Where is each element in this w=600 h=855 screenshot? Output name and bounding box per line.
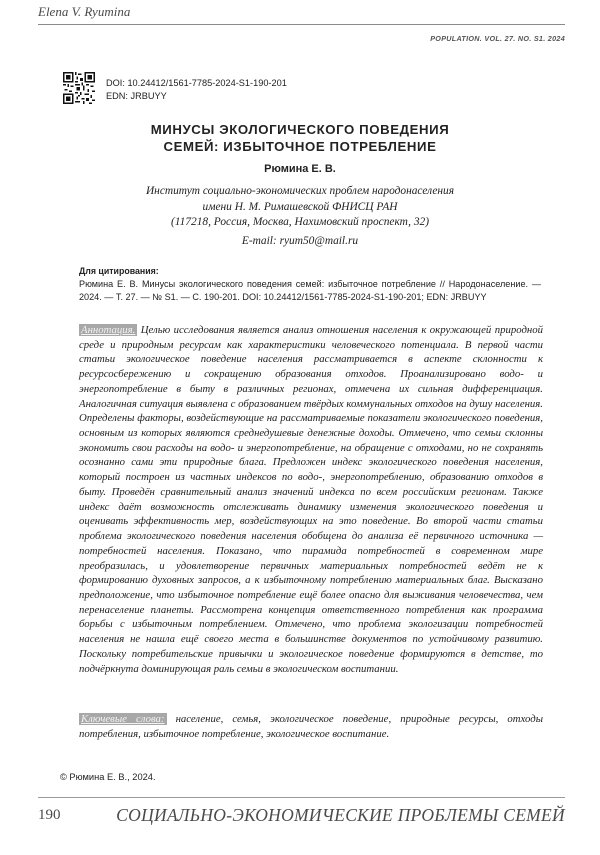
article-title-line-2: СЕМЕЙ: ИЗБЫТОЧНОЕ ПОТРЕБЛЕНИЕ	[163, 139, 437, 154]
keywords	[79, 712, 543, 741]
author-name: Рюмина Е. В.	[264, 163, 336, 175]
article-title-line-1: МИНУСЫ ЭКОЛОГИЧЕСКОГО ПОВЕДЕНИЯ	[150, 122, 450, 137]
page-number: 190	[38, 807, 61, 823]
affiliation-line-3: (117218, Россия, Москва, Нахимовский проспект, 32)	[170, 216, 430, 228]
author-email[interactable]: E-mail: ryum50@mail.ru	[241, 235, 359, 247]
article-title	[60, 121, 540, 155]
affiliation-line-1: Институт социально-экономических проблем народонаселения	[145, 185, 455, 197]
running-header	[38, 4, 565, 48]
copyright-notice: © Рюмина Е. В., 2024.	[60, 772, 156, 782]
running-author: Elena V. Ryumina	[38, 4, 131, 19]
journal-section-title: СОЦИАЛЬНО-ЭКОНОМИЧЕСКИЕ ПРОБЛЕМЫ СЕМЕЙ	[116, 805, 565, 825]
running-journal-title: POPULATION. VOL. 27. NO. S1. 2024	[430, 34, 565, 43]
affiliation-line-2: имени Н. М. Римашевской ФНИСЦ РАН	[202, 200, 398, 213]
edn-code: EDN: JRBUYY	[106, 91, 167, 101]
keywords-label: Ключевые слова:	[81, 713, 165, 725]
doi-link[interactable]: DOI: 10.24412/1561-7785-2024-S1-190-201	[106, 78, 287, 88]
keywords-text: население, семья, экологическое поведение, природные ресурсы, отходы потребления, избыточное потребление, экологическое воспитание.	[79, 713, 543, 740]
citation-label: Для цитирования:	[79, 266, 159, 276]
footer-divider	[38, 797, 565, 798]
article-identifiers	[106, 77, 287, 103]
abstract-text: Целью исследования является анализ отношения населения к окружающей природной среде и природным ресурсам как характеристики человеческого потенциала. В первой части статьи экологическое поведение населения рассматривается в аспекте склонности к ресурсосбережению и сокращению образования отходов. Проанализировано водо- и энергопотребление в быту в различных регионах, отмечена их сильная дифференциация. Аналогичная ситуация выявлена с образованием твёрдых коммунальных отходов на душу населения. Определены факторы, воздействующие на рассматриваемые показатели экологического поведения, основным из которых являются среднедушевые денежные доходы. Отмечено, что семьи склонны экономить свои расходы на водо- и энергопотребление, на обращение с отходами, но не сохранять осознанно сами эти природные блага. Предложен индекс экологического поведения населения, который построен из частных индексов по водо-, энергопотреблению, образованию отходов в быту. Проведён сравнительный анализ значений индекса по всем российским регионам. Также индекс даёт возможность отслеживать динамику изменения экологического поведения и оценивать эффективность мер, воздействующих на это поведение. Во второй части статьи проблема экологического поведения населения обобщена до анализа её первичного источника — потребностей населения. Показано, что пирамида потребностей в современном мире преобразилась, и удовлетворение первичных материальных потребностей ведёт не к формированию духовных запросов, а к избыточному потреблению материальных благ. Высказано предположение, что избыточное потребление ещё более опасно для выживания человечества, чем перенаселение планеты. Рассмотрена концепция ответственного потребления как программа борьбы с избыточным потреблением. Отмечено, что проблема экологизации потребностей населения не нашла ещё своего места в большинстве документов по устойчивому развитию. Поскольку потребительские привычки и экологическое поведение формируются в детстве, то подчёркнута доминирующая раль семьи в экологическом воспитании.	[79, 324, 543, 675]
abstract	[79, 323, 543, 676]
author-affiliation	[80, 184, 520, 231]
qr-code-icon	[63, 72, 95, 104]
header-divider	[38, 24, 565, 25]
citation-text: Рюмина Е. В. Минусы экологического поведения семей: избыточное потребление // Народонаселение. — 2024. — Т. 27. — № S1. — С. 190-201. DOI: 10.24412/1561-7785-2024-S1-190-201; EDN: JRBUYY	[79, 279, 541, 302]
abstract-label: Аннотация.	[81, 324, 136, 336]
